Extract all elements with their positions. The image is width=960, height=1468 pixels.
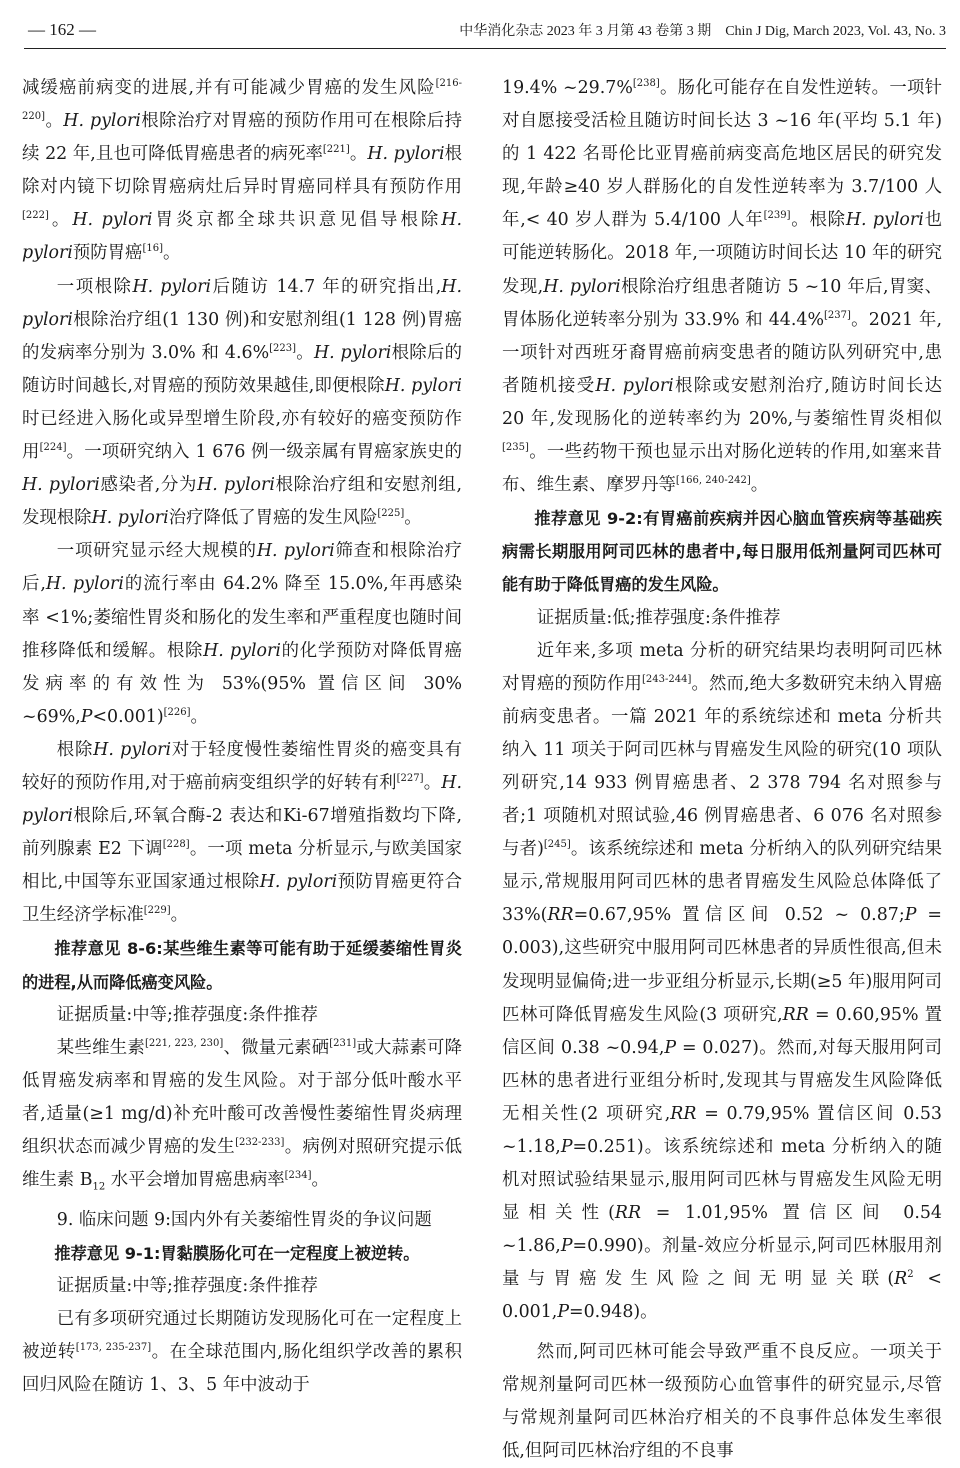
body-paragraph-continued: 减缓癌前病变的进展,并有可能减少胃癌的发生风险[216-220]。H. pylori根除治疗对胃癌的预防作用可在根除后持续 22 年,且也可降低胃癌患者的病死率[221]。H. pylori根除对内镜下切除胃癌病灶后异时胃癌同样具有预防作用[222]。H. pylori胃炎京都全球共识意见倡导根除H. pylori预防胃癌[16]。 (22, 78, 462, 264)
recommendation-heading: 推荐意见 8-6:某些维生素等可能有助于延缓萎缩性胃炎的进程,从而降低癌变风险。 (22, 939, 462, 992)
body-paragraph: 9. 临床问题 9:国内外有关萎缩性胃炎的争议问题 (56, 1209, 432, 1230)
body-paragraph: 近年来,多项 meta 分析的研究结果均表明阿司匹林对胃癌的预防作用[243-244]。然而,绝大多数研究未纳入胃癌前病变患者。一篇 2021 年的系统综述和 meta 分析共纳入 11 项关于阿司匹林与胃癌发生风险的研究(10 项队列研究,14 933 例胃癌患者、2 378 794 名对照参与者;1 项随机对照试验,46 例胃癌患者、6 076 名对照参与者)[245]。该系统综述和 meta 分析纳入的队列研究结果显示,常规服用阿司匹林的患者胃癌发生风险总体降低了 33%(RR=0.67,95% 置信区间 0.52 ~ 0.87;P = 0.003),这些研究中服用阿司匹林患者的异质性很高,但未发现明显偏倚;进一步亚组分析显示,长期(≥5 年)服用阿司匹林可降低胃癌发生风险(3 项研究,RR = 0.60,95% 置信区间 0.38 ~0.94,P = 0.027)。然而,对每天服用阿司匹林的患者进行亚组分析时,发现其与胃癌发生风险降低无相关性(2 项研究,RR = 0.79,95% 置信区间 0.53 ~1.18,P=0.251)。该系统综述和 meta 分析纳入的随机对照试验结果显示,服用阿司匹林与胃癌发生风险无明显相关性(RR = 1.01,95% 置信区间 0.54 ~1.86,P=0.990)。剂量-效应分析显示,阿司匹林服用剂量与胃癌发生风险之间无明显关联$(R^2 < 0.001,P=0.948)$。 (502, 640, 942, 1323)
recommendation-heading: 推荐意见 9-1:胃黏膜肠化可在一定程度上被逆转。 (54, 1243, 420, 1263)
evidence-quality-line: 证据质量:低;推荐强度:条件推荐 (536, 607, 781, 628)
evidence-quality-line: 证据质量:中等;推荐强度:条件推荐 (56, 1275, 318, 1296)
body-paragraph: 然而,阿司匹林可能会导致严重不良反应。一项关于常规剂量阿司匹林一级预防心血管事件的研究显示,尽管与常规剂量阿司匹林治疗相关的不良事件总体发生率很低,但阿司匹林治疗组的不良事 (502, 1341, 942, 1461)
running-header (24, 14, 946, 49)
body-paragraph: 已有多项研究通过长期随访发现肠化可在一定程度上被逆转[173, 235-237]。在全球范围内,肠化组织学改善的累积回归风险在随访 1、3、5 年中波动于 (22, 1308, 462, 1396)
recommendation-heading: 推荐意见 9-2:有胃癌前疾病并因心脑血管疾病等基础疾病需长期服用阿司匹林的患者中,每日服用低剂量阿司匹林可能有助于降低胃癌的发生风险。 (502, 509, 942, 595)
body-paragraph: 一项根除H. pylori后随访 14.7 年的研究指出,H. pylori根除治疗组(1 130 例)和安慰剂组(1 128 例)胃癌的发病率分别为 3.0% 和 4.6%[223]。H. pylori根除后的随访时间越长,对胃癌的预防效果越佳,即便根除H. pylori时已经进入肠化或异型增生阶段,亦有较好的癌变预防作用[224]。一项研究纳入 1 676 例一级亲属有胃癌家族史的H. pylori感染者,分为H. pylori根除治疗组和安慰剂组,发现根除H. pylori治疗降低了胃癌的发生风险[225]。 (22, 276, 462, 529)
right-column (502, 72, 942, 1468)
page-number: — 162 — (28, 20, 96, 39)
body-paragraph: 根除H. pylori对于轻度慢性萎缩性胃炎的癌变具有较好的预防作用,对于癌前病变组织学的好转有利[227]。H. pylori根除后,环氧合酶-2 表达和Ki-67增殖指数均下降,前列腺素 E2 下调[228]。一项 meta 分析显示,与欧美国家相比,中国等东亚国家通过根除H. pylori预防胃癌更符合卫生经济学标准[229]。 (22, 739, 462, 926)
left-column (22, 72, 462, 1402)
evidence-quality-line: 证据质量:中等;推荐强度:条件推荐 (56, 1004, 318, 1025)
journal-running-title: 中华消化杂志 2023 年 3 月第 43 卷第 3 期 Chin J Dig, March 2023, Vol. 43, No. 3 (459, 24, 946, 39)
body-paragraph-continued: 19.4% ~29.7%[238]。肠化可能存在自发性逆转。一项针对自愿接受活检且随访时间长达 3 ~16 年(平均 5.1 年)的 1 422 名哥伦比亚胃癌前病变高危地区居民的研究发现,年龄≥40 岁人群肠化的自发性逆转率为 3.7/100 人年,< 40 岁人群为 5.4/100 人年[239]。根除H. pylori也可能逆转肠化。2018 年,一项随访时间长达 10 年的研究发现,H. pylori根除治疗组患者随访 5 ~10 年后,胃窦、胃体肠化逆转率分别为 33.9% 和 44.4%[237]。2021 年,一项针对西班牙裔胃癌前病变患者的随访队列研究中,患者随机接受H. pylori根除或安慰剂治疗,随访时间长达 20 年,发现肠化的逆转率约为 20%,与萎缩性胃炎相似[235]。一些药物干预也显示出对肠化逆转的作用,如塞来昔布、维生素、摩罗丹等[166, 240-242]。 (502, 78, 942, 496)
body-paragraph: 一项研究显示经大规模的H. pylori筛查和根除治疗后,H. pylori的流行率由 64.2% 降至 15.0%,年再感染率 <1%;萎缩性胃炎和肠化的发生率和严重程度也随时间推移降低和缓解。根除H. pylori的化学预防对降低胃癌发病率的有效性为 53%(95% 置信区间 30% ~69%,P<0.001)[226]。 (22, 541, 463, 727)
body-paragraph: 某些维生素[221, 223, 230]、微量元素硒[231]或大蒜素可降低胃癌发病率和胃癌的发生风险。对于部分低叶酸水平者,适量(≥1 mg/d)补充叶酸可改善慢性萎缩性胃炎病理组织状态而减少胃癌的发生[232-233]。病例对照研究提示低维生素 $B_{12}$ 水平会增加胃癌患病率[234]。 (22, 1037, 462, 1193)
